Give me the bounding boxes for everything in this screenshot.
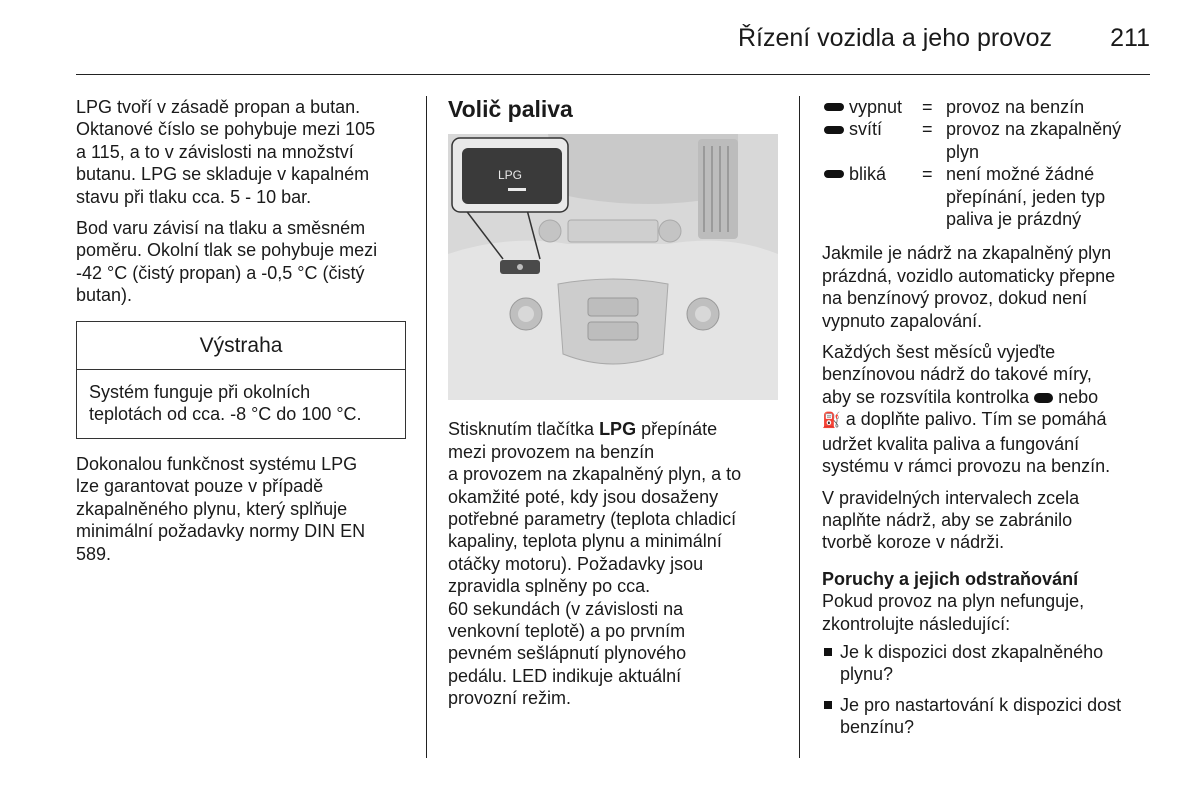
led-icon	[824, 170, 844, 178]
check-text: Je k dispozici dost zkapalněného plynu?	[840, 641, 1104, 685]
warning-title: Výstraha	[77, 322, 405, 370]
lpg-button-label: LPG	[497, 168, 523, 183]
column-right	[822, 96, 1152, 747]
legend-equals: =	[922, 97, 933, 117]
column-middle	[448, 96, 782, 719]
legend-description: provoz na zkapalněný plyn	[946, 119, 1122, 162]
paragraph-lpg-composition: LPG tvoří v zásadě propan a butan. Oktanové číslo se pohybuje mezi 105 a 115, a to v závislosti na množství butanu. LPG se skladuje v kapalném stavu při tlaku cca. 5 - 10 bar.	[76, 97, 376, 207]
legend-row-on	[822, 118, 1152, 163]
legend-description: provoz na benzín	[946, 97, 1085, 117]
fuel-selector-text-start: Stisknutím tlačítka	[448, 419, 600, 440]
maintenance-text-or: nebo	[1058, 386, 1099, 407]
check-text: Je pro nastartování k dispozici dost benzínu?	[840, 694, 1122, 738]
paragraph-corrosion: V pravidelných intervalech zcela naplňte nádrž, aby se zabránilo tvorbě koroze v nádrži.	[822, 487, 1080, 553]
paragraph-auto-switch: Jakmile je nádrž na zkapalněný plyn prázdná, vozidlo automaticky přepne na benzínový provoz, dokud není vypnuto zapalování.	[822, 243, 1116, 331]
maintenance-text-start: Každých šest měsíců vyjeďte benzínovou nádrž do takové míry, aby se rozsvítila kontrolka	[822, 342, 1092, 407]
column-divider-2	[799, 96, 800, 758]
fuel-selector-text-rest: přepínáte mezi provozem na benzín a provozem na zkapalněný plyn, a to okamžité poté, kdy jsou dosaženy potřebné parametry (teplota chladicí kapaliny, teplota plynu a minimální otáčky motoru). Požadavky jsou zpravidla splněny po cca. 60 sekundách (v závislosti na venkovní teplotě) a po prvním pevném sešlápnutí plynového pedálu. LED indikuje aktuální provozní režim.	[448, 419, 742, 709]
paragraph-fuel-tank-maintenance	[822, 341, 1152, 477]
paragraph-troubleshooting-intro: Pokud provoz na plyn nefunguje, zkontrolujte následující:	[822, 591, 1085, 634]
led-state: bliká	[849, 164, 887, 185]
legend-row-blinking	[822, 163, 1152, 230]
legend-equals: =	[922, 164, 933, 185]
list-item	[822, 641, 1152, 686]
warning-light-icon	[1034, 393, 1053, 403]
maintenance-text-end: a doplňte palivo. Tím se pomáhá udržet kvalita paliva a fungování systému v rámci provozu na benzín.	[822, 409, 1111, 477]
troubleshooting-heading: Poruchy a jejich odstraňování	[822, 568, 1079, 589]
column-divider-1	[426, 96, 427, 758]
warning-box	[76, 321, 406, 439]
column-left	[76, 96, 406, 574]
header-title: Řízení vozidla a jeho provoz	[737, 24, 1052, 52]
bullet-icon	[822, 694, 840, 739]
section-title: Volič paliva	[448, 96, 573, 122]
fuel-pump-icon: ⛽	[822, 412, 841, 430]
legend-equals: =	[922, 119, 933, 140]
dashboard-illustration	[448, 134, 778, 400]
dashboard-photo	[448, 134, 778, 400]
lpg-button-reference: LPG	[599, 419, 637, 440]
led-icon	[824, 103, 844, 111]
paragraph-boiling-point: Bod varu závisí na tlaku a směsném poměru. Okolní tlak se pohybuje mezi -42 °C (čistý propan) a -0,5 °C (čistý butan).	[76, 218, 378, 306]
legend-row-off	[822, 96, 1152, 118]
legend-description: není možné žádné přepínání, jeden typ paliva je prázdný	[946, 164, 1106, 230]
paragraph-lpg-quality: Dokonalou funkčnost systému LPG lze garantovat pouze v případě zkapalněného plynu, který splňuje minimální požadavky normy DIN EN 589.	[76, 453, 366, 564]
troubleshooting-list	[822, 641, 1152, 739]
warning-text: Systém funguje při okolních teplotách od cca. -8 °C do 100 °C.	[89, 382, 362, 425]
header-divider	[76, 74, 1150, 75]
page-number: 211	[1110, 24, 1150, 52]
paragraph-fuel-selector	[448, 418, 782, 709]
led-state: vypnut	[849, 97, 903, 117]
bullet-icon	[822, 641, 840, 686]
list-item	[822, 694, 1152, 739]
led-icon	[824, 126, 844, 134]
led-state: svítí	[849, 119, 883, 140]
led-legend	[822, 96, 1152, 230]
